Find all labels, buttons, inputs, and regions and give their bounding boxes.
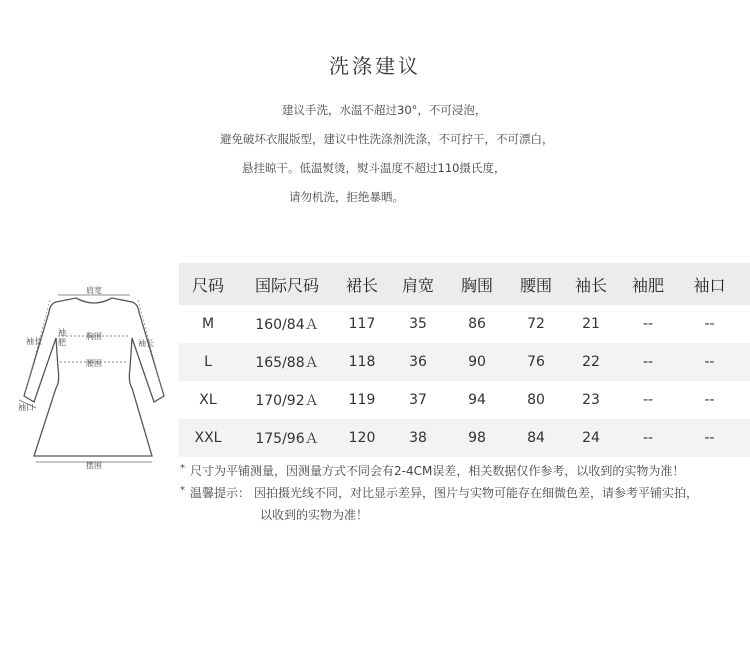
table-cell: 117 [348, 316, 376, 332]
note-text: 因拍摄光线不同，对比显示差异，图片与实物可能存在细微色差，请参考平铺实拍， [254, 486, 699, 500]
table-row [179, 305, 750, 343]
size-notes [180, 460, 750, 526]
table-cell: 175/96Ａ [255, 431, 319, 447]
table-cell: -- [642, 354, 654, 370]
care-line: 建议手洗，水温不超过30°，不可浸泡， [282, 103, 487, 117]
table-cell: 37 [409, 392, 427, 408]
table-cell: 21 [582, 316, 600, 332]
header-bicep: 袖肥 [631, 275, 664, 295]
table-cell: -- [642, 316, 654, 332]
label-cuff: 袖口 [18, 403, 34, 412]
table-cell: 24 [582, 430, 600, 446]
table-cell: 84 [527, 430, 545, 446]
table-body [179, 305, 750, 457]
header-sleeve-length: 袖长 [574, 275, 607, 295]
table-cell: 118 [348, 354, 376, 370]
table-cell: 76 [527, 354, 545, 370]
header-size: 尺码 [191, 275, 224, 295]
table-cell: -- [704, 354, 715, 370]
label-chest: 胸围 [86, 332, 102, 341]
header-shoulder: 肩宽 [401, 275, 434, 295]
table-cell: 165/88Ａ [255, 355, 319, 371]
table-row [179, 419, 750, 457]
bullet-star: * [180, 485, 185, 496]
table-cell: XL [199, 392, 217, 408]
table-cell: 98 [468, 430, 486, 446]
table-cell: -- [642, 430, 654, 446]
note-continuation: 以收到的实物为准！ [260, 508, 369, 522]
table-cell: 22 [582, 354, 600, 370]
table-row [179, 343, 750, 381]
table-cell: -- [704, 392, 715, 408]
bullet-star: * [180, 463, 185, 474]
table-cell: 38 [409, 430, 427, 446]
care-line: 悬挂晾干。低温熨烫，熨斗温度不超过110摄氏度， [242, 161, 506, 175]
table-cell: L [204, 354, 212, 370]
header-intl-size: 国际尺码 [254, 275, 319, 295]
note-measurement [180, 460, 750, 482]
care-instructions [0, 100, 750, 216]
note-label: 温馨提示： [190, 486, 251, 500]
size-table [179, 263, 750, 457]
table-cell: 72 [527, 316, 545, 332]
table-cell: -- [642, 392, 654, 408]
table-cell: 36 [409, 354, 427, 370]
table-cell: 119 [348, 392, 376, 408]
label-waist: 腰围 [86, 359, 102, 368]
table-cell: -- [704, 430, 715, 446]
table-cell: 80 [527, 392, 545, 408]
table-cell: 94 [468, 392, 486, 408]
dress-outline-icon [14, 278, 178, 478]
header-chest: 胸围 [460, 275, 493, 295]
table-cell: 170/92Ａ [255, 393, 319, 409]
header-waist: 腰围 [519, 275, 552, 295]
header-dress-length: 裙长 [345, 275, 378, 295]
dress-measurement-diagram [14, 278, 178, 478]
table-header [179, 263, 750, 305]
table-cell: 160/84Ａ [255, 317, 319, 333]
label-sleeve-right: 袖长 [138, 339, 154, 348]
label-hem: 摆围 [86, 461, 102, 470]
table-cell: 23 [582, 392, 600, 408]
table-cell: M [201, 316, 215, 332]
care-line: 请勿机洗，拒绝暴晒。 [289, 190, 404, 204]
label-bicep-1: 袖 [58, 328, 66, 337]
note-color-tip [180, 482, 750, 504]
table-cell: 90 [468, 354, 486, 370]
label-bicep-2: 肥 [58, 338, 66, 347]
table-cell: XXL [194, 430, 222, 446]
table-cell: 120 [348, 430, 376, 446]
care-line: 避免破坏衣服版型，建议中性洗涤剂洗涤，不可拧干，不可漂白， [220, 132, 554, 146]
note-text: 尺寸为平铺测量，因测量方式不同会有2-4CM误差，相关数据仅作参考，以收到的实物为准！ [190, 464, 685, 478]
page-title: 洗涤建议 [329, 54, 421, 78]
table-row [179, 381, 750, 419]
table-cell: -- [704, 316, 715, 332]
label-sleeve-left: 袖长 [26, 337, 42, 346]
header-cuff: 袖口 [693, 275, 726, 295]
table-cell: 86 [468, 316, 486, 332]
label-shoulder: 肩宽 [86, 286, 102, 295]
table-cell: 35 [409, 316, 427, 332]
